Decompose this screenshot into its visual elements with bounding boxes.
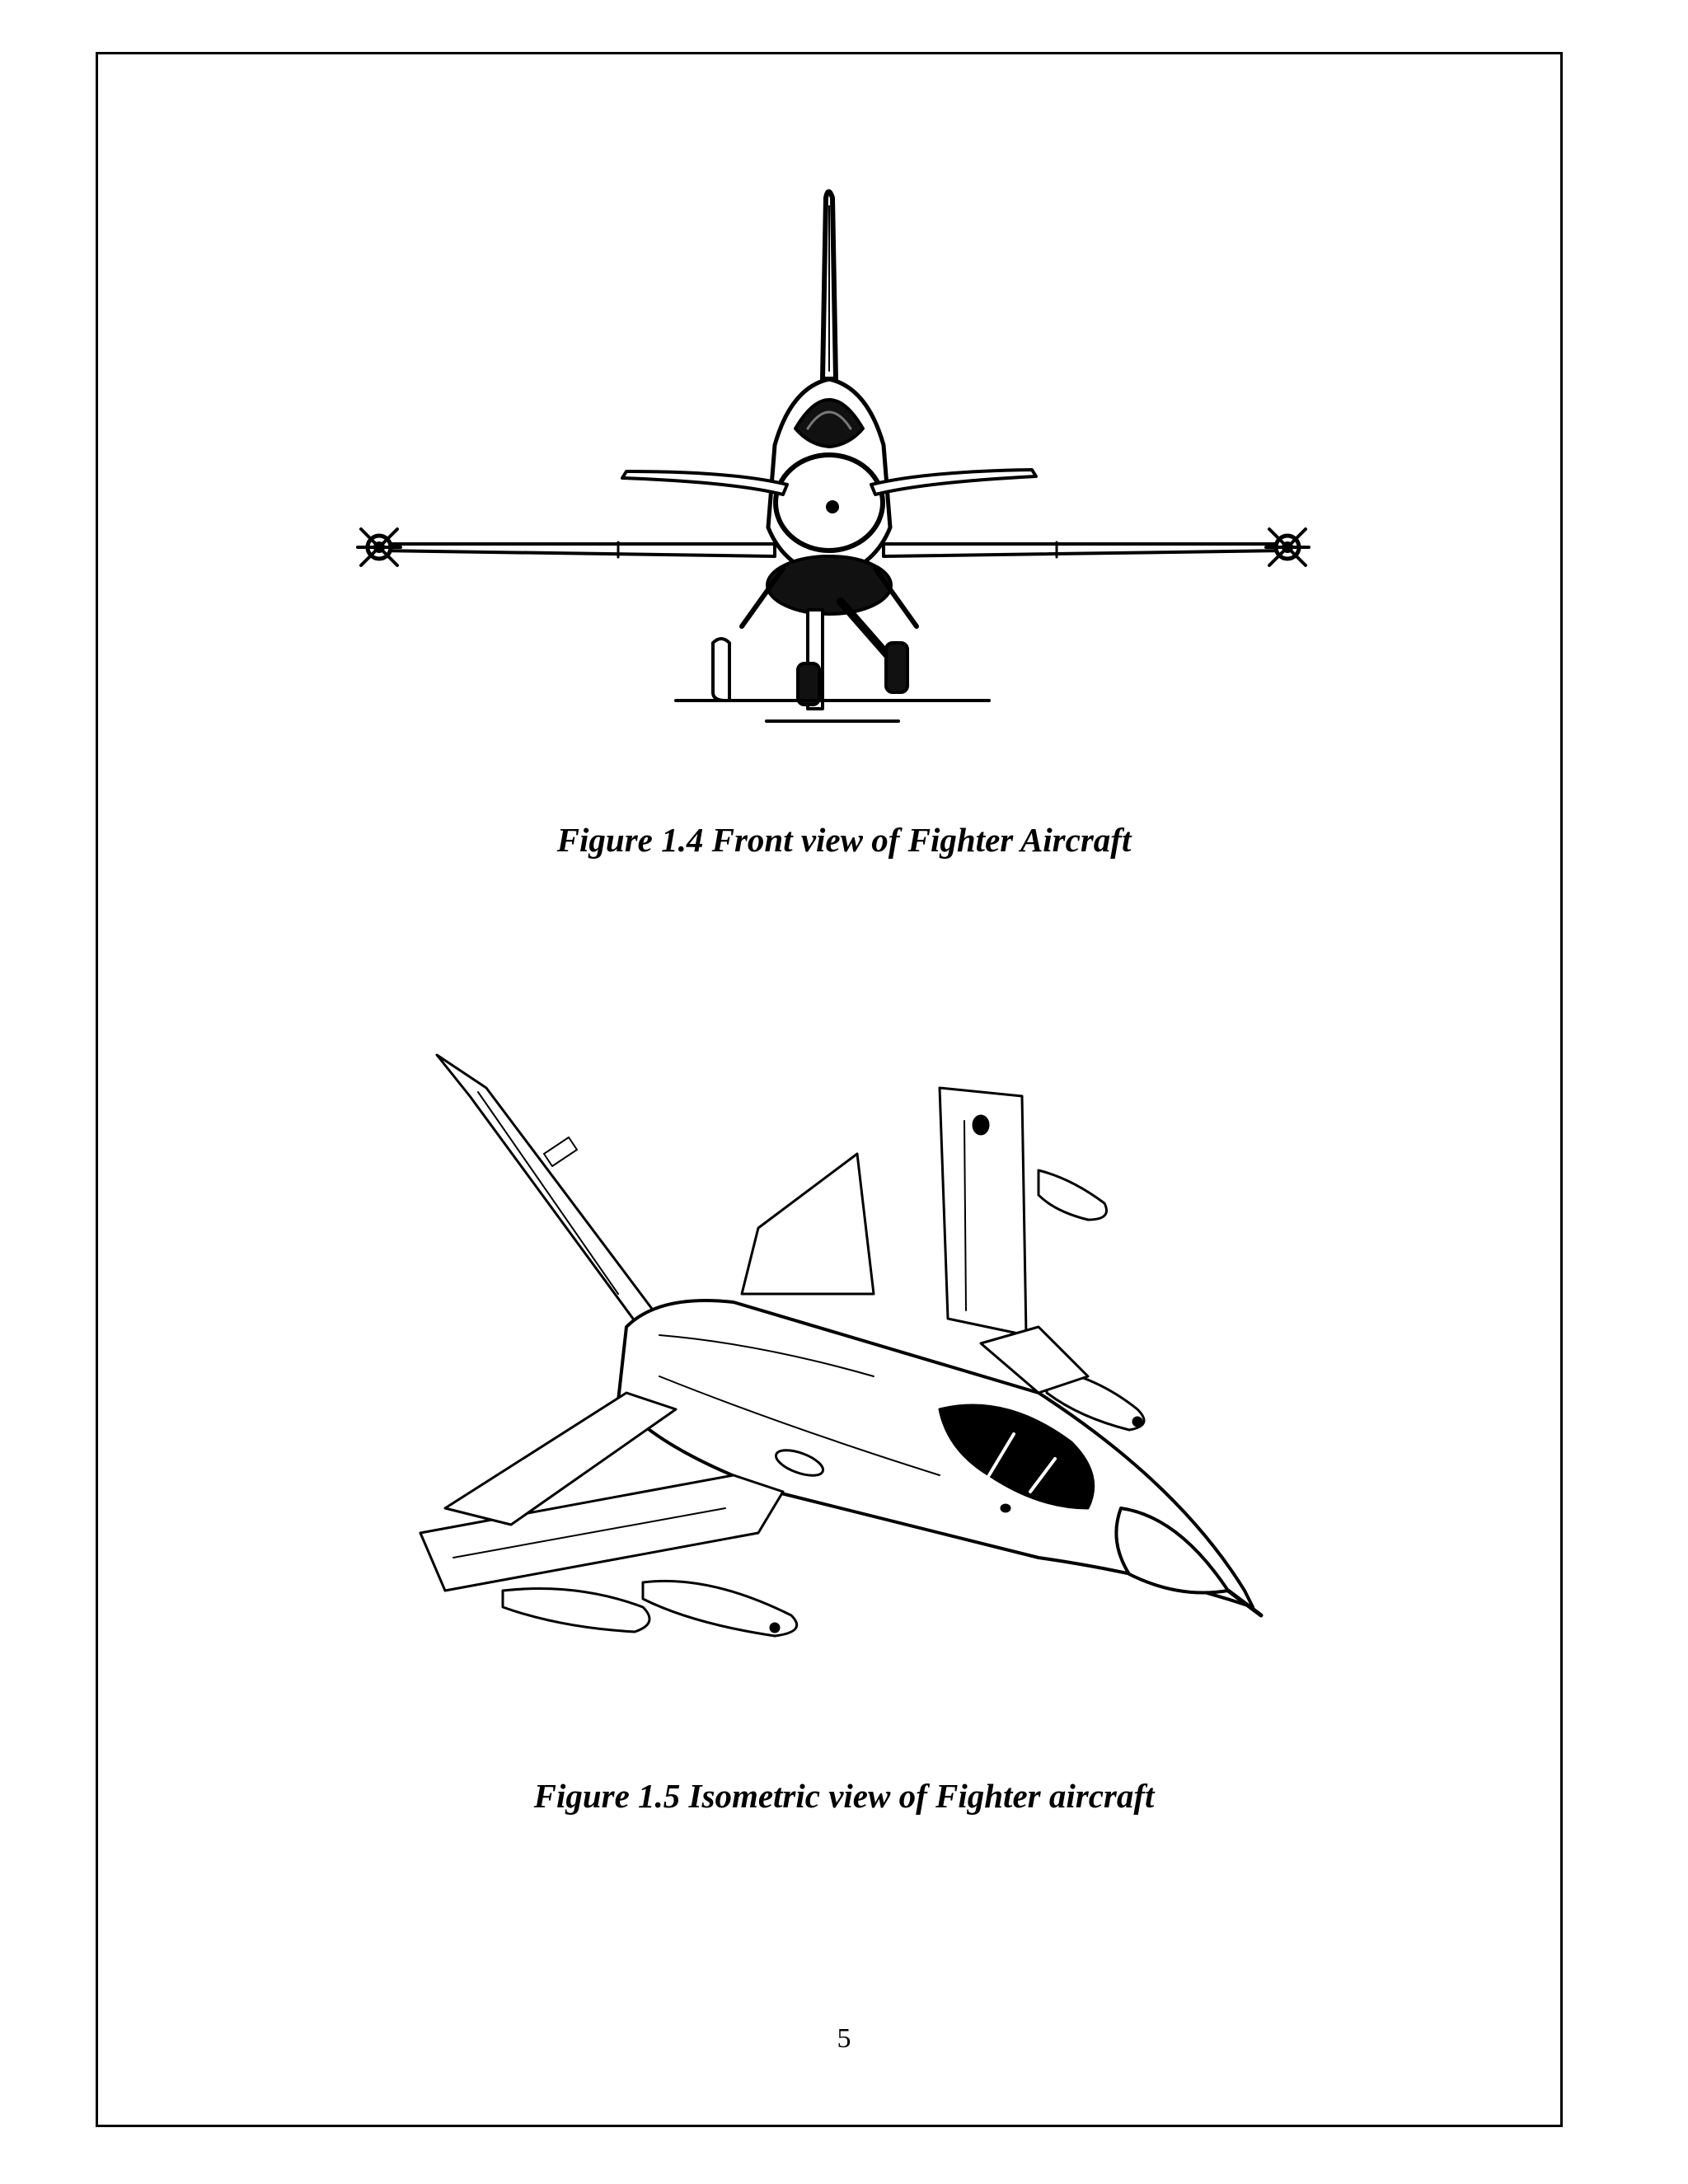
page-number: 5 [837, 2023, 851, 2054]
fighter-front-view-drawing [346, 181, 1319, 725]
figure-isometric-view [412, 1047, 1286, 1657]
figure-front-view [346, 181, 1319, 725]
figure-caption-front-view: Figure 1.4 Front view of Fighter Aircraft [556, 821, 1132, 859]
fighter-isometric-view-drawing [412, 1047, 1286, 1657]
figure-caption-isometric-view: Figure 1.5 Isometric view of Fighter aircraft [533, 1777, 1155, 1815]
